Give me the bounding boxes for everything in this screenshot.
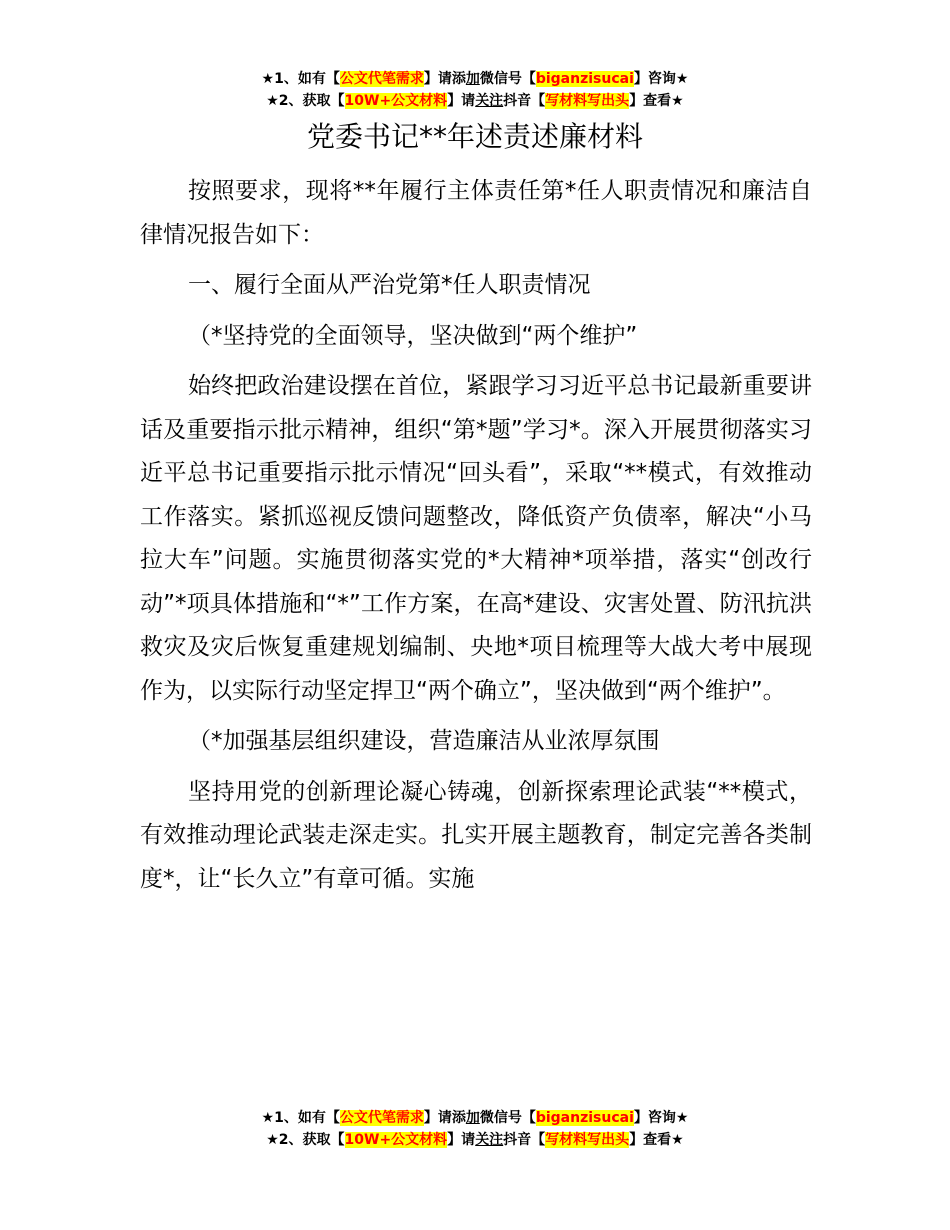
promo-banner-top <box>0 68 950 112</box>
promo-highlight: biganzisucai <box>535 1110 634 1126</box>
promo-highlight: 10W+公文材料 <box>344 1132 448 1148</box>
promo-highlight: 公文代笔需求 <box>339 71 424 87</box>
promo-text: ★2、获取【 <box>266 93 345 109</box>
promo-text: 微信号【 <box>479 1110 536 1126</box>
paragraph-body-1: 始终把政治建设摆在首位，紧跟学习习近平总书记最新重要讲话及重要指示批示精神，组织“第*题”学习*。深入开展贯彻落实习近平总书记重要指示批示情况“回头看”，采取“**模式，有效推动工作落实。紧抓巡视反馈问题整改，降低资产负债率，解决“小马拉大车”问题。实施贯彻落实党的*大精神*项举措，落实“创改行动”*项具体措施和“*”工作方案，在高*建设、灾害处置、防汛抗洪救灾及灾后恢复重建规划编制、央地*项目梳理等大战大考中展现作为，以实际行动坚定捍卫“两个确立”，坚决做到“两个维护”。 <box>140 373 812 704</box>
promo-highlight: 写材料写出头 <box>545 93 630 109</box>
promo-text: 】咨询★ <box>633 1110 689 1126</box>
promo-text: 】查看★ <box>629 93 684 109</box>
promo-highlight: 公文代笔需求 <box>339 1110 424 1126</box>
paragraph-intro: 按照要求，现将**年履行主体责任第*任人职责情况和廉洁自律情况报告如下： <box>140 178 812 248</box>
promo-line-1 <box>0 1107 950 1129</box>
promo-text: ★2、获取【 <box>266 1132 345 1148</box>
document-title: 党委书记**年述责述廉材料 <box>306 120 643 153</box>
promo-text: 】请 <box>447 93 476 109</box>
promo-banner-bottom <box>0 1107 950 1151</box>
promo-text: 微信号【 <box>479 71 536 87</box>
promo-highlight: 10W+公文材料 <box>344 93 448 109</box>
paragraph-body-2: 坚持用党的创新理论凝心铸魂，创新探索理论武装“**模式，有效推动理论武装走深走实。扎实开展主题教育，制定完善各类制度*，让“长久立”有章可循。实施 <box>140 778 812 892</box>
promo-text: ★1、如有【 <box>261 71 340 87</box>
promo-underline: 加 <box>465 1110 480 1126</box>
promo-highlight: 写材料写出头 <box>545 1132 630 1148</box>
promo-text: 抖音【 <box>503 1132 546 1148</box>
subsection-heading-1: （*坚持党的全面领导，坚决做到“两个维护” <box>188 322 638 349</box>
section-heading-1: 一、履行全面从严治党第*任人职责情况 <box>188 272 591 298</box>
promo-text: 抖音【 <box>503 93 546 109</box>
promo-line-1 <box>0 68 950 90</box>
promo-text: 】请 <box>447 1132 476 1148</box>
promo-line-2 <box>0 90 950 112</box>
document-body <box>140 170 812 908</box>
promo-text: 】请添 <box>423 71 466 87</box>
promo-text: ★1、如有【 <box>261 1110 340 1126</box>
promo-line-2 <box>0 1129 950 1151</box>
promo-highlight: biganzisucai <box>535 71 634 87</box>
promo-underline: 关注 <box>475 93 504 109</box>
subsection-heading-2: （*加强基层组织建设，营造廉洁从业浓厚氛围 <box>188 728 660 754</box>
promo-text: 】咨询★ <box>633 71 689 87</box>
promo-text: 】查看★ <box>629 1132 684 1148</box>
promo-underline: 加 <box>465 71 480 87</box>
promo-underline: 关注 <box>475 1132 504 1148</box>
promo-text: 】请添 <box>423 1110 466 1126</box>
